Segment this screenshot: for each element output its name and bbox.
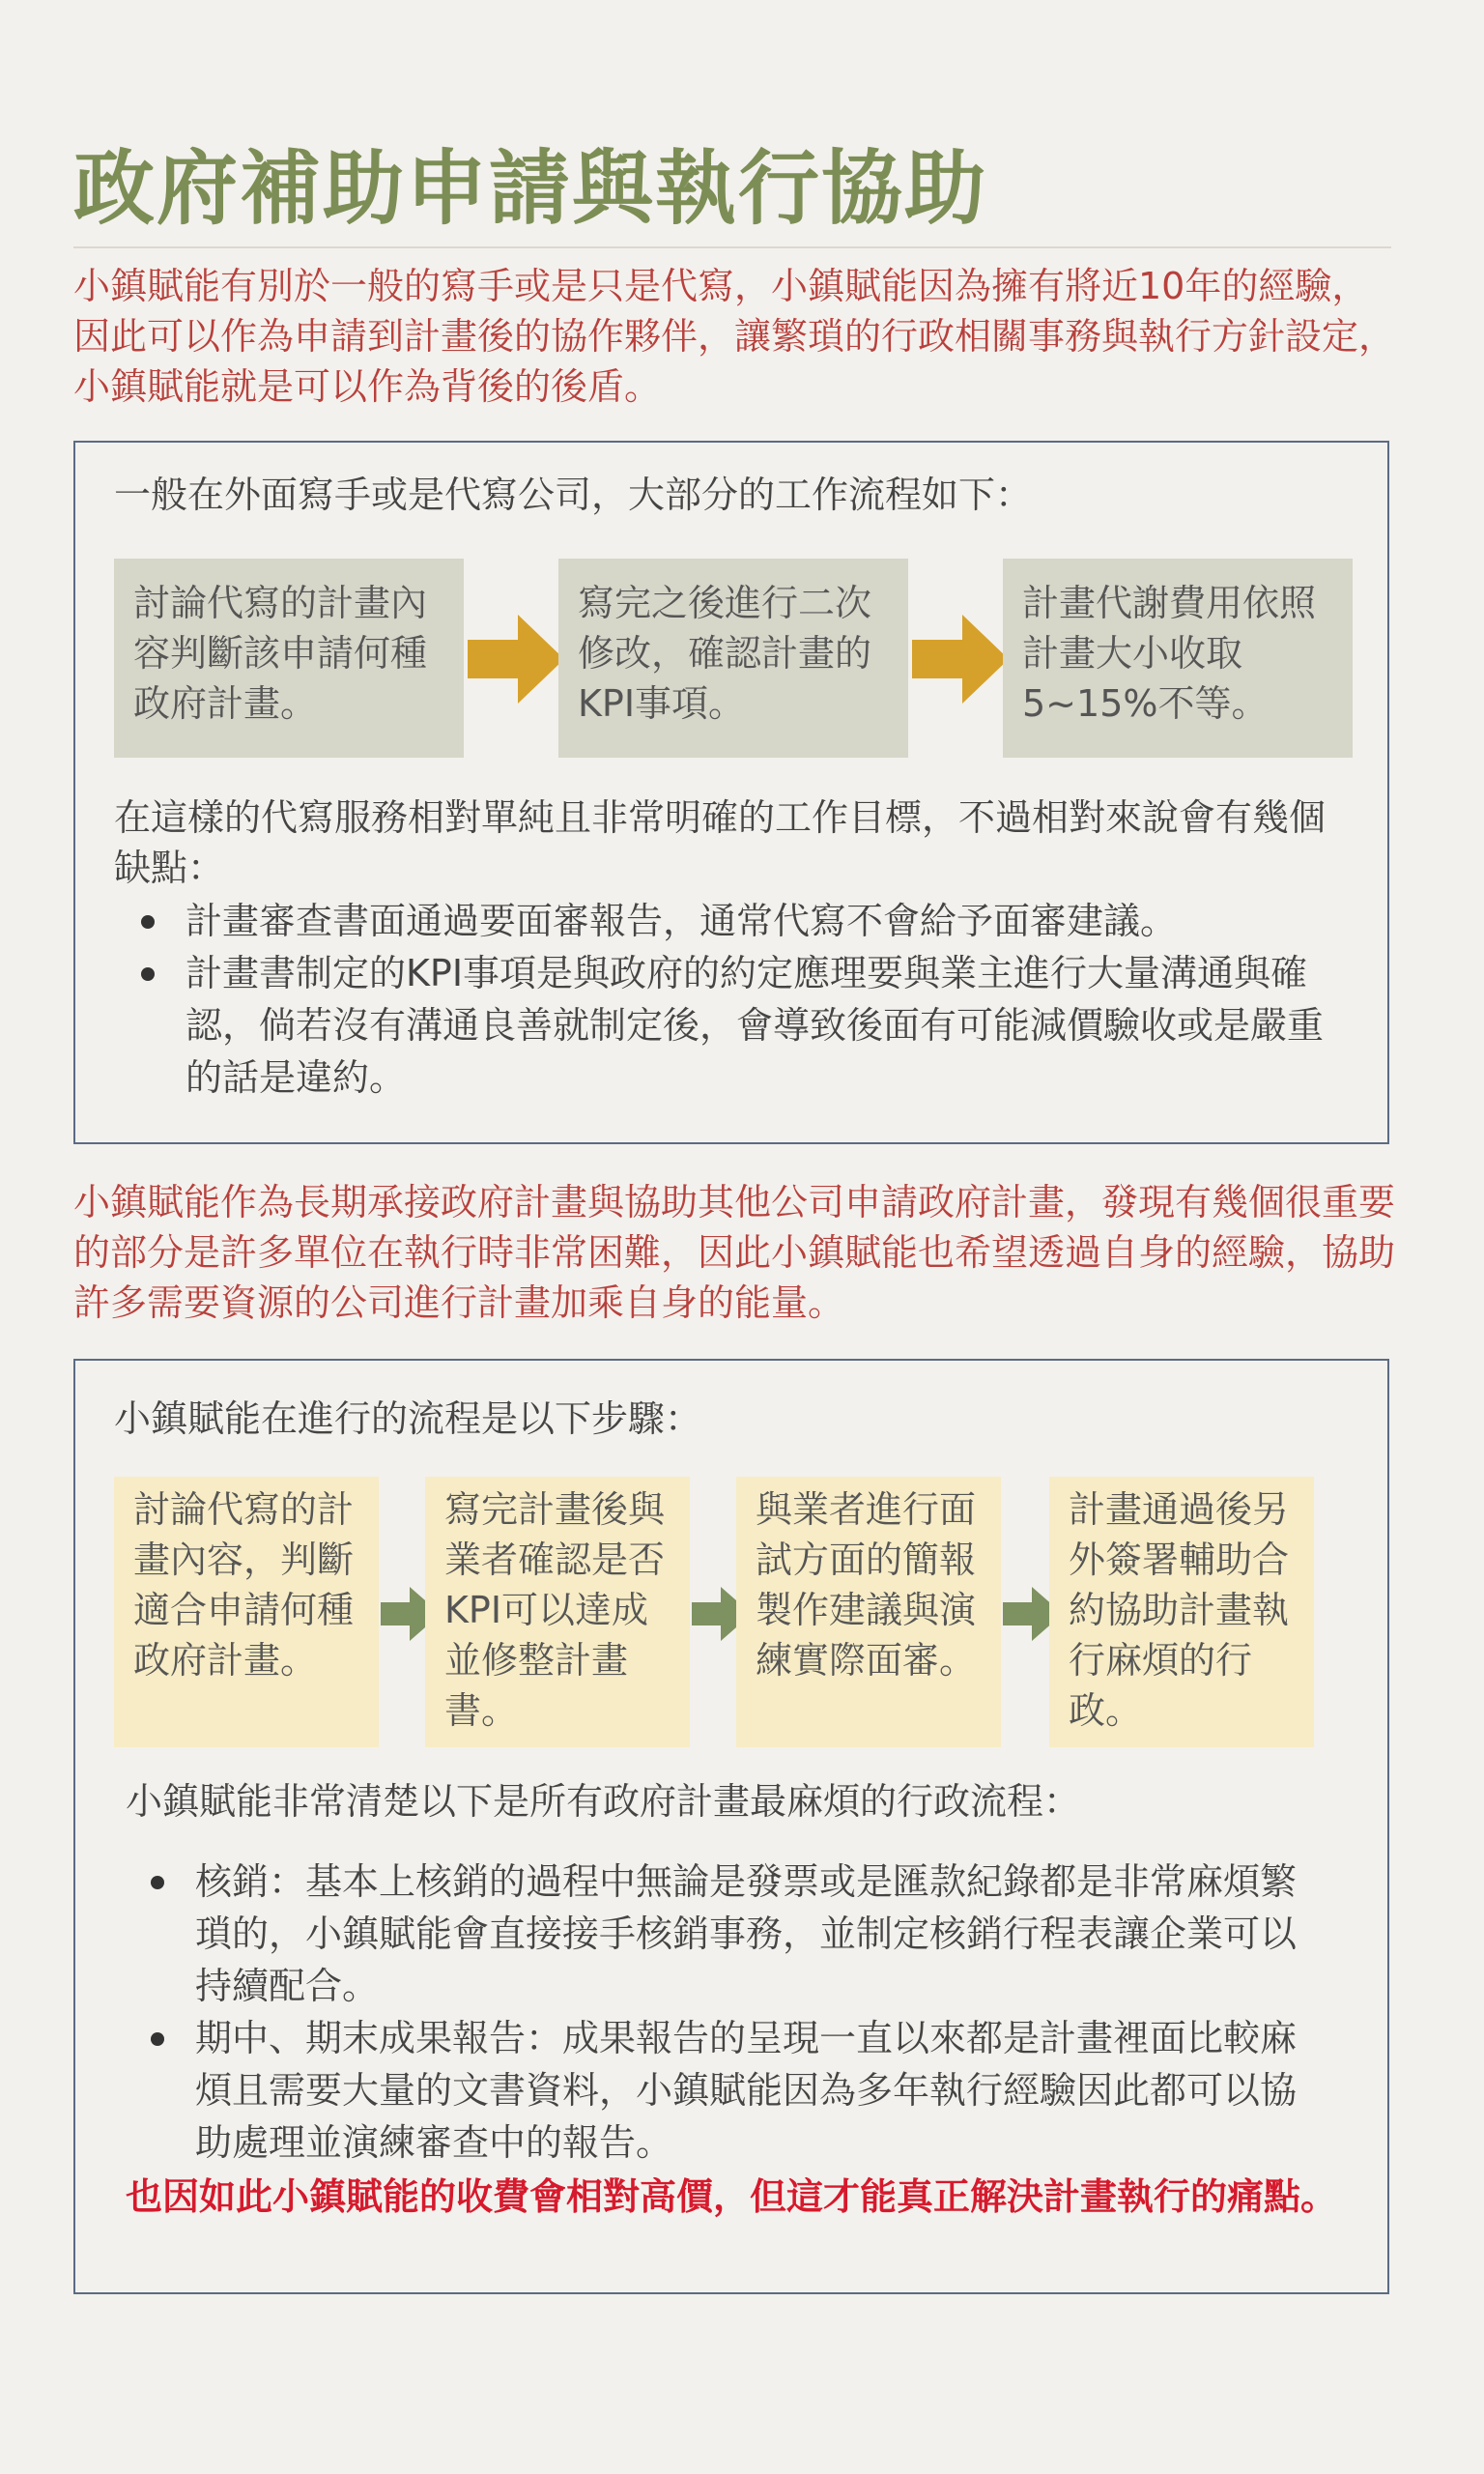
right-arrow-icon	[468, 611, 564, 707]
standard-step-3: 計畫代謝費用依照計畫大小收取5~15%不等。	[1003, 559, 1353, 758]
our-step-3: 與業者進行面試方面的簡報製作建議與演練實際面審。	[736, 1477, 1001, 1747]
list-item	[131, 1856, 1329, 2012]
bullet-dot-icon	[151, 1876, 164, 1889]
bullet-dot-icon	[141, 915, 155, 929]
list-item-text: 計畫書制定的KPI事項是與政府的約定應理要與業主進行大量溝通與確認，倘若沒有溝通良善就制定後，會導致後面有可能減價驗收或是嚴重的話是違約。	[186, 952, 1325, 1099]
our-process-heading: 小鎮賦能在進行的流程是以下步驟：	[114, 1397, 702, 1440]
our-step-2: 寫完計畫後與業者確認是否KPI可以達成並修整計畫書。	[425, 1477, 690, 1747]
admin-process-list	[131, 1856, 1329, 2169]
list-item	[122, 947, 1339, 1104]
list-item-text: 期中、期末成果報告：成果報告的呈現一直以來都是計畫裡面比較麻煩且需要大量的文書資料，小鎮賦能因為多年執行經驗因此都可以協助處理並演練審查中的報告。	[195, 2017, 1298, 2164]
standard-process-heading: 一般在外面寫手或是代寫公司，大部分的工作流程如下：	[114, 474, 1033, 516]
our-step-4: 計畫通過後另外簽署輔助合約協助計畫執行麻煩的行政。	[1049, 1477, 1314, 1747]
standard-process-box	[73, 441, 1389, 1144]
bullet-dot-icon	[141, 967, 155, 981]
list-item-text: 核銷：基本上核銷的過程中無論是發票或是匯款紀錄都是非常麻煩繁瑣的，小鎮賦能會直接接手核銷事務，並制定核銷行程表讓企業可以持續配合。	[195, 1860, 1298, 2007]
list-item-text: 計畫審查書面通過要面審報告，通常代寫不會給予面審建議。	[186, 900, 1178, 942]
bullet-dot-icon	[151, 2032, 164, 2046]
list-item	[131, 2012, 1329, 2169]
right-arrow-icon	[912, 611, 1009, 707]
admin-process-intro: 小鎮賦能非常清楚以下是所有政府計畫最麻煩的行政流程：	[126, 1780, 1081, 1823]
our-process-box	[73, 1359, 1389, 2294]
standard-step-2: 寫完之後進行二次修改，確認計畫的KPI事項。	[558, 559, 908, 758]
intro-paragraph-2: 小鎮賦能作為長期承接政府計畫與協助其他公司申請政府計畫，發現有幾個很重要的部分是許多單位在執行時非常困難，因此小鎮賦能也希望透過自身的經驗，協助許多需要資源的公司進行計畫加乘自身的能量。	[73, 1181, 1396, 1324]
pricing-emphasis: 也因如此小鎮賦能的收費會相對高價，但這才能真正解決計畫執行的痛點。	[126, 2175, 1338, 2218]
title-divider	[73, 246, 1391, 248]
standard-step-1: 討論代寫的計畫內容判斷該申請何種政府計畫。	[114, 559, 464, 758]
page-title: 政府補助申請與執行協助	[73, 141, 988, 236]
standard-drawbacks-list	[122, 895, 1339, 1104]
list-item	[122, 895, 1339, 947]
intro-paragraph-1: 小鎮賦能有別於一般的寫手或是只是代寫，小鎮賦能因為擁有將近10年的經驗，因此可以作為申請到計畫後的協作夥伴，讓繁瑣的行政相關事務與執行方針設定，小鎮賦能就是可以作為背後的後盾。	[73, 265, 1396, 408]
our-step-1: 討論代寫的計畫內容，判斷適合申請何種政府計畫。	[114, 1477, 379, 1747]
standard-drawbacks-intro: 在這樣的代寫服務相對單純且非常明確的工作目標，不過相對來說會有幾個缺點：	[114, 796, 1327, 889]
